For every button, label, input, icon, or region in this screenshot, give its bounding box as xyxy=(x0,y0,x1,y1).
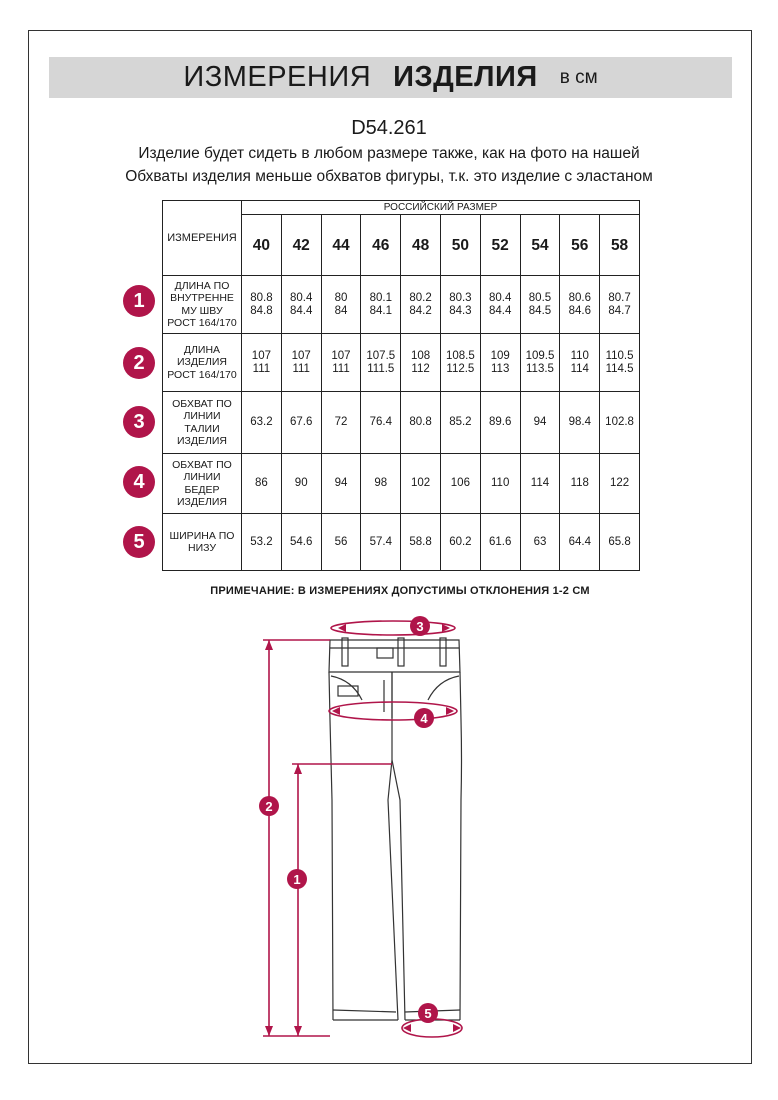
diagram-marker-4 xyxy=(414,708,434,728)
table-cell xyxy=(281,276,321,334)
diagram-marker-5 xyxy=(418,1003,438,1023)
cell-value: 94 xyxy=(334,477,348,489)
svg-text:1: 1 xyxy=(293,872,301,887)
table-cell xyxy=(401,514,441,571)
cell-value: 114 xyxy=(570,362,589,375)
row-label-line: МУ ШВУ xyxy=(181,304,223,317)
size-system-header: РОССИЙСКИЙ РАЗМЕР xyxy=(242,201,640,215)
row-number-badge-4: 4 xyxy=(123,466,155,498)
table-row xyxy=(163,514,640,571)
arrowheads xyxy=(265,624,461,1036)
table-cell xyxy=(480,334,520,392)
table-cell xyxy=(440,334,480,392)
cell-value: 58.8 xyxy=(409,535,432,548)
row-label-line: ВНУТРЕННЕ xyxy=(170,292,234,304)
row-label-line: БЕДЕР xyxy=(184,483,220,496)
row-label-line: ОБХВАТ ПО xyxy=(172,397,232,410)
cell-value: 109 xyxy=(490,349,510,362)
table-cell xyxy=(321,334,361,392)
svg-text:4: 4 xyxy=(420,711,428,726)
cell-value: 84 xyxy=(334,304,348,317)
cell-value: 107.5 xyxy=(366,349,396,362)
size-header-40: 40 xyxy=(242,215,282,276)
cell-value: 63.2 xyxy=(250,416,273,428)
row-number-badge-1: 1 xyxy=(123,285,155,317)
cell-value: 107 xyxy=(331,349,351,362)
table-cell xyxy=(401,454,441,514)
table-cell xyxy=(242,514,282,571)
cell-value: 107 xyxy=(291,349,311,362)
cell-value: 63 xyxy=(533,535,547,548)
size-header-58: 58 xyxy=(600,215,640,276)
cell-value: 80.3 xyxy=(449,291,472,304)
table-cell xyxy=(321,454,361,514)
row-label xyxy=(163,454,242,514)
table-cell xyxy=(480,276,520,334)
cell-value: 84.2 xyxy=(409,304,432,317)
cell-value: 110.5 xyxy=(605,349,634,362)
cell-value: 110 xyxy=(491,477,510,489)
cell-value: 122 xyxy=(609,477,630,489)
cell-value: 80 xyxy=(334,291,348,304)
cell-value: 67.6 xyxy=(290,416,313,428)
row-label-line: РОСТ 164/170 xyxy=(167,317,237,329)
cell-value: 112.5 xyxy=(446,362,475,375)
table-cell xyxy=(440,454,480,514)
cell-value: 72 xyxy=(334,416,348,428)
cell-value: 80.8 xyxy=(250,291,273,304)
table-cell xyxy=(600,392,640,454)
cell-value: 56 xyxy=(334,535,348,548)
pants-outline xyxy=(329,638,462,1020)
size-header-44: 44 xyxy=(321,215,361,276)
table-cell xyxy=(480,392,520,454)
size-table xyxy=(162,200,640,571)
table-cell xyxy=(520,454,560,514)
row-label xyxy=(163,514,242,571)
cell-value: 86 xyxy=(255,477,268,489)
size-header-56: 56 xyxy=(560,215,600,276)
cell-value: 84.4 xyxy=(488,304,512,317)
cell-value: 84.1 xyxy=(369,304,392,317)
diagram-markers xyxy=(259,616,438,1023)
cell-value: 107 xyxy=(251,349,271,362)
cell-value: 54.6 xyxy=(290,535,313,548)
table-row xyxy=(163,276,640,334)
table-cell xyxy=(560,514,600,571)
row-number-badge-2: 2 xyxy=(123,347,155,379)
cell-value: 102.8 xyxy=(605,416,634,428)
cell-value: 111.5 xyxy=(367,362,395,375)
table-cell xyxy=(440,514,480,571)
description-line-2: Обхваты изделия меньше обхватов фигуры, т.к. это изделие с эластаном xyxy=(125,168,653,185)
size-header-50: 50 xyxy=(440,215,480,276)
cell-value: 84.5 xyxy=(528,304,552,317)
table-cell xyxy=(321,276,361,334)
title-part1: ИЗМЕРЕНИЯ xyxy=(183,61,372,93)
table-cell xyxy=(361,392,401,454)
cell-value: 112 xyxy=(411,362,430,375)
cell-value: 113.5 xyxy=(526,362,554,375)
table-cell xyxy=(361,276,401,334)
cell-value: 65.8 xyxy=(608,535,631,548)
diagram-marker-2 xyxy=(259,796,279,816)
row-label-line: НИЗУ xyxy=(187,542,217,554)
table-row xyxy=(163,334,640,392)
row-label-line: ЛИНИИ xyxy=(183,471,221,483)
title-bar xyxy=(49,57,732,98)
table-cell xyxy=(440,392,480,454)
row-label-line: ИЗДЕЛИЯ xyxy=(176,496,228,508)
size-header-54: 54 xyxy=(520,215,560,276)
measurements-header: ИЗМЕРЕНИЯ xyxy=(163,201,242,276)
table-cell xyxy=(321,392,361,454)
cell-value: 111 xyxy=(252,362,271,375)
cell-value: 60.2 xyxy=(449,535,472,548)
cell-value: 80.7 xyxy=(608,291,631,304)
svg-text:3: 3 xyxy=(416,619,424,634)
row-label xyxy=(163,334,242,392)
table-cell xyxy=(281,334,321,392)
cell-value: 111 xyxy=(332,362,350,375)
table-cell xyxy=(520,392,560,454)
table-cell xyxy=(242,276,282,334)
table-cell xyxy=(600,514,640,571)
table-cell xyxy=(281,392,321,454)
row-label-line: ДЛИНА xyxy=(183,343,221,356)
cell-value: 108 xyxy=(410,349,431,362)
table-cell xyxy=(242,454,282,514)
table-cell xyxy=(361,514,401,571)
cell-value: 76.4 xyxy=(369,416,392,428)
cell-value: 84.3 xyxy=(449,304,472,317)
cell-value: 84.6 xyxy=(568,304,591,317)
pants-diagram xyxy=(0,600,778,1060)
product-code: D54.261 xyxy=(351,117,427,139)
row-label-line: ШИРИНА ПО xyxy=(169,529,235,542)
table-cell xyxy=(600,276,640,334)
cell-value: 106 xyxy=(450,477,470,489)
table-cell xyxy=(480,454,520,514)
size-header-46: 46 xyxy=(361,215,401,276)
cell-value: 114.5 xyxy=(605,362,634,375)
measure-lines xyxy=(263,621,462,1037)
table-cell xyxy=(401,276,441,334)
row-label-line: ДЛИНА ПО xyxy=(174,279,230,292)
row-label-line: РОСТ 164/170 xyxy=(167,368,237,381)
cell-value: 80.2 xyxy=(409,291,432,304)
table-cell xyxy=(361,334,401,392)
size-header-48: 48 xyxy=(401,215,441,276)
size-header-52: 52 xyxy=(480,215,520,276)
table-cell xyxy=(440,276,480,334)
table-row xyxy=(163,392,640,454)
table-row xyxy=(163,454,640,514)
cell-value: 98 xyxy=(374,477,388,489)
row-number-badge-5: 5 xyxy=(123,526,155,558)
size-header-42: 42 xyxy=(281,215,321,276)
cell-value: 85.2 xyxy=(449,416,472,428)
row-label-line: ТАЛИИ xyxy=(184,422,220,435)
table-cell xyxy=(281,514,321,571)
row-number-badge-3: 3 xyxy=(123,406,155,438)
tolerance-note: ПРИМЕЧАНИЕ: В ИЗМЕРЕНИЯХ ДОПУСТИМЫ ОТКЛОНЕНИЯ 1-2 СМ xyxy=(210,585,590,597)
cell-value: 84.8 xyxy=(250,304,273,317)
table-cell xyxy=(560,392,600,454)
cell-value: 80.5 xyxy=(528,291,552,304)
cell-value: 80.4 xyxy=(290,291,313,304)
row-label-line: ЛИНИИ xyxy=(183,410,221,422)
row-label-line: ОБХВАТ ПО xyxy=(172,458,232,471)
table-cell xyxy=(520,334,560,392)
cell-value: 110 xyxy=(570,349,589,362)
row-label xyxy=(163,392,242,454)
table-cell xyxy=(361,454,401,514)
table-cell xyxy=(600,334,640,392)
row-label-line: ИЗДЕЛИЯ xyxy=(176,356,228,369)
table-cell xyxy=(560,276,600,334)
diagram-marker-1 xyxy=(287,869,307,889)
cell-value: 113 xyxy=(491,362,510,375)
cell-value: 80.6 xyxy=(568,291,591,304)
cell-value: 61.6 xyxy=(488,535,512,548)
cell-value: 94 xyxy=(533,416,547,428)
row-label xyxy=(163,276,242,334)
cell-value: 114 xyxy=(530,477,550,489)
diagram-marker-3 xyxy=(410,616,430,636)
cell-value: 90 xyxy=(294,477,308,489)
cell-value: 84.4 xyxy=(290,304,313,317)
cell-value: 64.4 xyxy=(568,535,591,548)
table-cell xyxy=(600,454,640,514)
cell-value: 80.8 xyxy=(409,416,432,428)
table-cell xyxy=(242,334,282,392)
table-cell xyxy=(520,514,560,571)
cell-value: 98.4 xyxy=(568,416,591,428)
row-label-line: ИЗДЕЛИЯ xyxy=(176,435,228,447)
cell-value: 57.4 xyxy=(369,535,392,548)
cell-value: 102 xyxy=(410,477,431,489)
cell-value: 84.7 xyxy=(608,304,631,317)
table-cell xyxy=(401,392,441,454)
cell-value: 89.6 xyxy=(488,416,512,428)
description-line-1: Изделие будет сидеть в любом размере также, как на фото на нашей xyxy=(138,145,640,162)
cell-value: 108.5 xyxy=(445,349,475,362)
table-cell xyxy=(281,454,321,514)
table-cell xyxy=(480,514,520,571)
svg-text:5: 5 xyxy=(424,1006,432,1021)
table-cell xyxy=(560,334,600,392)
title-unit: в см xyxy=(559,66,598,88)
table-cell xyxy=(520,276,560,334)
table-cell xyxy=(560,454,600,514)
table-cell xyxy=(242,392,282,454)
cell-value: 80.4 xyxy=(488,291,512,304)
table-cell xyxy=(401,334,441,392)
cell-value: 111 xyxy=(292,362,310,375)
title-part2: ИЗДЕЛИЯ xyxy=(393,61,538,93)
table-cell xyxy=(321,514,361,571)
cell-value: 80.1 xyxy=(369,291,392,304)
svg-text:2: 2 xyxy=(265,799,273,814)
cell-value: 118 xyxy=(570,477,589,489)
cell-value: 53.2 xyxy=(250,535,273,548)
cell-value: 109.5 xyxy=(525,349,555,362)
